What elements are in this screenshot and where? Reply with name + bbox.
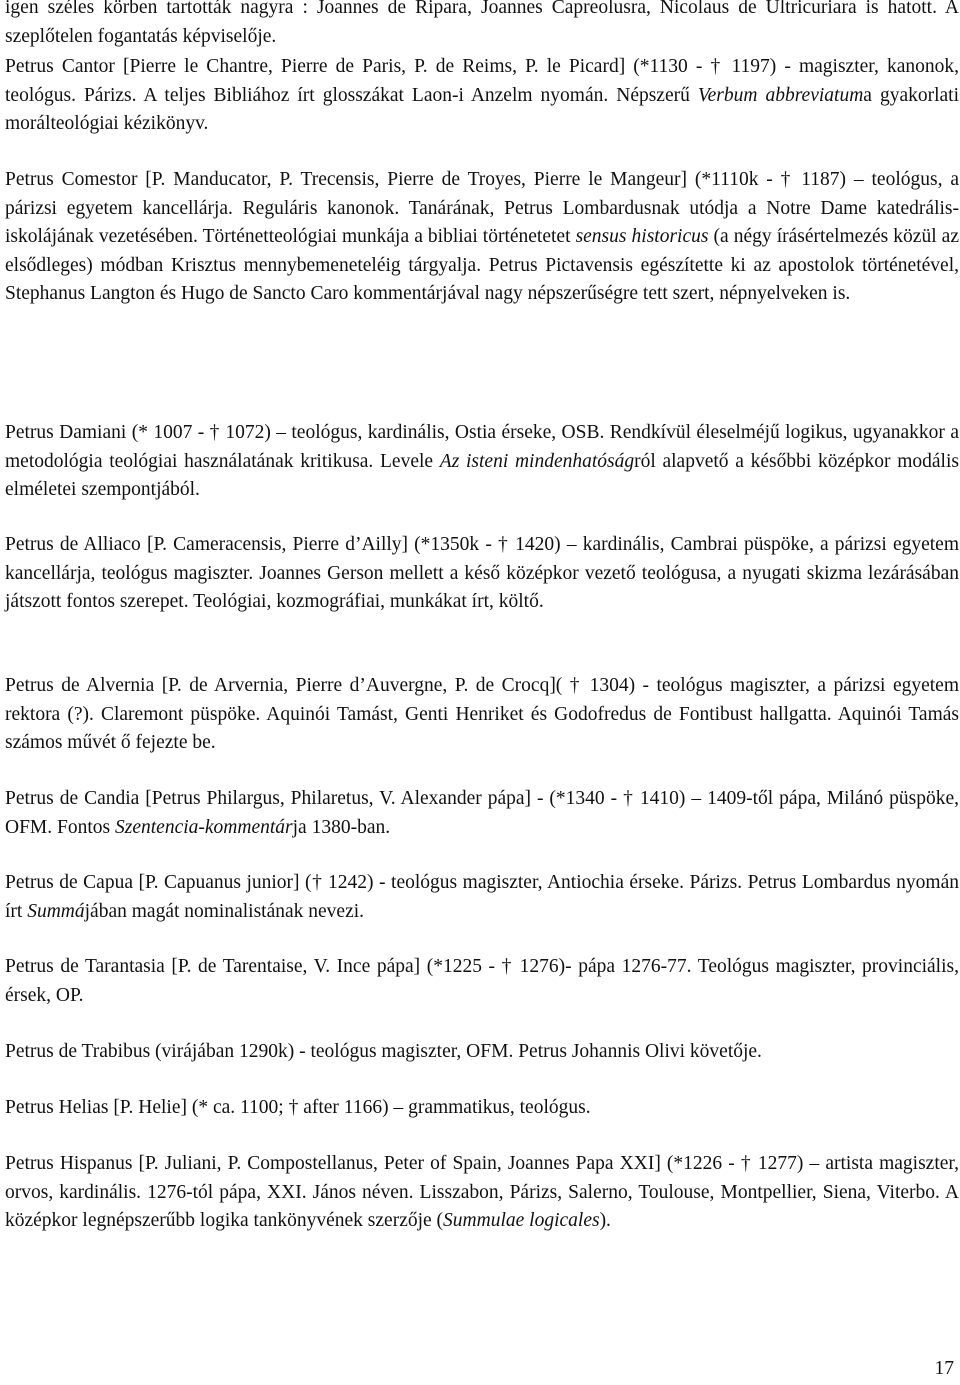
text-run: igen széles körben tartották nagyra : Joannes de Ripara, Joannes Capreolusra, Nicolaus de Ultricuriara is hatott. A szeplőtelen fogantatás képviselője. bbox=[5, 0, 959, 47]
text-run: Petrus Comestor [P. Manducator, P. Trecensis, Pierre de Troyes, Pierre le Mangeur] (*1110k - † 1187) – teológus, a párizsi egyetem kancellárja. Reguláris kanonok. Tanárának, Petrus Lombardusnak utódja a Notre Dame katedrális-iskolájának vezetésében. Történetteológiai munkája a bibliai történetetet bbox=[5, 169, 959, 248]
italic-text-run: sensus historicus bbox=[575, 226, 709, 248]
paragraph-petrus-de-alvernia bbox=[5, 672, 959, 758]
paragraph-intro-continuation bbox=[5, 0, 959, 51]
text-run: jában magát nominalistának nevezi. bbox=[84, 900, 365, 922]
text-run: Petrus Cantor [Pierre le Chantre, Pierre de Paris, P. de Reims, P. le Picard] (*1130 - † 1197) - magiszter, kanonok, teológus. Párizs. A teljes Bibliához írt glosszákat Laon-i Anzelm nyomán. Népszerű bbox=[5, 56, 959, 106]
paragraph-petrus-hispanus bbox=[5, 1150, 959, 1236]
text-run: Petrus de Capua [P. Capuanus junior] († 1242) - teológus magiszter, Antiochia érseke. Párizs. Petrus Lombardus nyomán írt bbox=[5, 872, 959, 922]
paragraph-petrus-de-candia bbox=[5, 785, 959, 842]
paragraph-petrus-comestor bbox=[5, 166, 959, 309]
text-run: Petrus de Alvernia [P. de Arvernia, Pierre d’Auvergne, P. de Crocq]( † 1304) - teológus magiszter, a párizsi egyetem rektora (?). Claremont püspöke. Aquinói Tamást, Genti Henriket és Godofredus de Fontibust hallgatta. Aquinói Tamás számos művét ő fejezte be. bbox=[5, 675, 959, 754]
text-run: Petrus Hispanus [P. Juliani, P. Compostellanus, Peter of Spain, Joannes Papa XXI] (*1226 - † 1277) – artista magiszter, orvos, kardinális. 1276-tól pápa, XXI. János néven. Lisszabon, Párizs, Salerno, Toulouse, Montpellier, Siena, Viterbo. A középkor legnépszerűbb logika tankönyvének szerzője ( bbox=[5, 1153, 959, 1232]
italic-text-run: Szentencia-kommentár bbox=[115, 816, 293, 838]
page-number: 17 bbox=[934, 1358, 954, 1379]
text-run: Petrus de Trabibus (virájában 1290k) - teológus magiszter, OFM. Petrus Johannis Olivi követője. bbox=[5, 1041, 762, 1062]
paragraph-petrus-de-alliaco bbox=[5, 531, 959, 617]
text-run: ja 1380-ban. bbox=[292, 816, 391, 838]
text-run: Petrus de Candia [Petrus Philargus, Philaretus, V. Alexander pápa] - (*1340 - † 1410) – 1409-től pápa, Milánó püspöke, OFM. Fontos bbox=[5, 788, 959, 838]
text-run: Petrus Helias [P. Helie] (* ca. 1100; † after 1166) – grammatikus, teológus. bbox=[5, 1097, 591, 1118]
italic-text-run: Summulae logicales bbox=[443, 1210, 600, 1232]
text-run: ról alapvető a későbbi középkor modális elméletei szempontjából. bbox=[5, 450, 959, 501]
text-run: ). bbox=[599, 1210, 611, 1232]
italic-text-run: Verbum abbreviatum bbox=[697, 84, 864, 106]
italic-text-run: Summá bbox=[27, 900, 85, 922]
paragraph-petrus-helias bbox=[5, 1094, 959, 1123]
text-run: (a négy írásértelmezés közül az elsődleges) módban Krisztus mennybemeneteléig tárgyalja. Petrus Pictavensis egészítette ki az apostolok történetével, Stephanus Langton és Hugo de Sancto Caro kommentárjával nagy népszerűségre tett szert, népnyelveken is. bbox=[5, 226, 959, 305]
italic-text-run: Az isteni mindenhatóság bbox=[439, 450, 635, 472]
paragraph-petrus-de-capua bbox=[5, 869, 959, 926]
text-run: a gyakorlati morálteológiai kézikönyv. bbox=[5, 84, 960, 135]
paragraph-petrus-de-trabibus bbox=[5, 1038, 959, 1067]
paragraph-petrus-damiani bbox=[5, 419, 959, 505]
text-run: Petrus Damiani (* 1007 - † 1072) – teológus, kardinális, Ostia érseke, OSB. Rendkívül éleselméjű logikus, ugyanakkor a metodológia teológiai használatának kritikusa. Levele bbox=[5, 422, 959, 472]
paragraph-petrus-cantor bbox=[5, 53, 959, 139]
text-run: Petrus de Alliaco [P. Cameracensis, Pierre d’Ailly] (*1350k - † 1420) – kardinális, Cambrai püspöke, a párizsi egyetem kancellárja, teológus magiszter. Joannes Gerson mellett a késő középkor vezető teológusa, a nyugati skizma lezárásában játszott fontos szerepet. Teológiai, kozmográfiai, munkákat írt, költő. bbox=[5, 534, 959, 613]
paragraph-petrus-de-tarantasia bbox=[5, 953, 959, 1010]
text-run: Petrus de Tarantasia [P. de Tarentaise, V. Ince pápa] (*1225 - † 1276)- pápa 1276-77. Teológus magiszter, provinciális, érsek, OP. bbox=[5, 956, 959, 1006]
